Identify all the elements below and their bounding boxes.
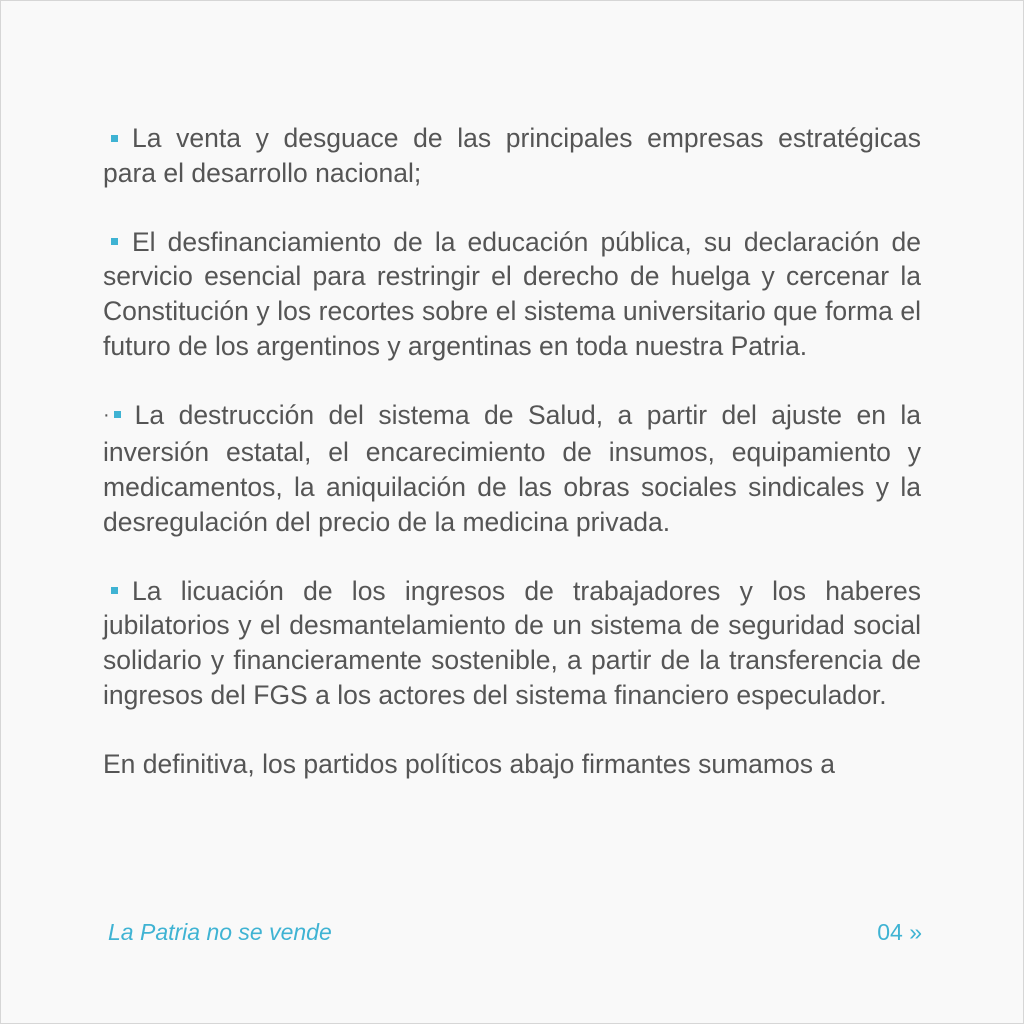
bullet-paragraph-2 bbox=[103, 225, 921, 363]
document-body bbox=[103, 121, 921, 781]
footer-title: La Patria no se vende bbox=[108, 919, 332, 945]
paragraph-text: La venta y desguace de las principales empresas estratégicas para el desarrollo nacional; bbox=[103, 123, 921, 188]
square-bullet-icon bbox=[111, 135, 118, 142]
bullet-paragraph-3 bbox=[103, 398, 921, 539]
stray-dot-mark: · bbox=[103, 403, 110, 426]
paragraph-text: La licuación de los ingresos de trabajadores y los haberes jubilatorios y el desmantelamiento de un sistema de seguridad social solidario y financieramente sostenible, a partir de la transferencia de ingresos del FGS a los actores del sistema financiero especulador. bbox=[103, 575, 921, 710]
square-bullet-icon bbox=[114, 411, 121, 418]
paragraph-text: El desfinanciamiento de la educación pública, su declaración de servicio esencial para restringir el derecho de huelga y cercenar la Constitución y los recortes sobre el sistema universitario que forma el futuro de los argentinos y argentinas en toda nuestra Patria. bbox=[103, 226, 921, 361]
paragraph-text: La destrucción del sistema de Salud, a partir del ajuste en la inversión estatal, el encarecimiento de insumos, equipamiento y medicamentos, la aniquilación de las obras sociales sindicales y la desregulación del precio de la medicina privada. bbox=[103, 399, 921, 537]
square-bullet-icon bbox=[111, 238, 118, 245]
bullet-paragraph-4 bbox=[103, 574, 921, 712]
square-bullet-icon bbox=[111, 587, 118, 594]
closing-paragraph: En definitiva, los partidos políticos abajo firmantes sumamos a bbox=[103, 748, 836, 779]
page-number: 04 » bbox=[877, 919, 922, 945]
bullet-paragraph-1 bbox=[103, 121, 921, 190]
